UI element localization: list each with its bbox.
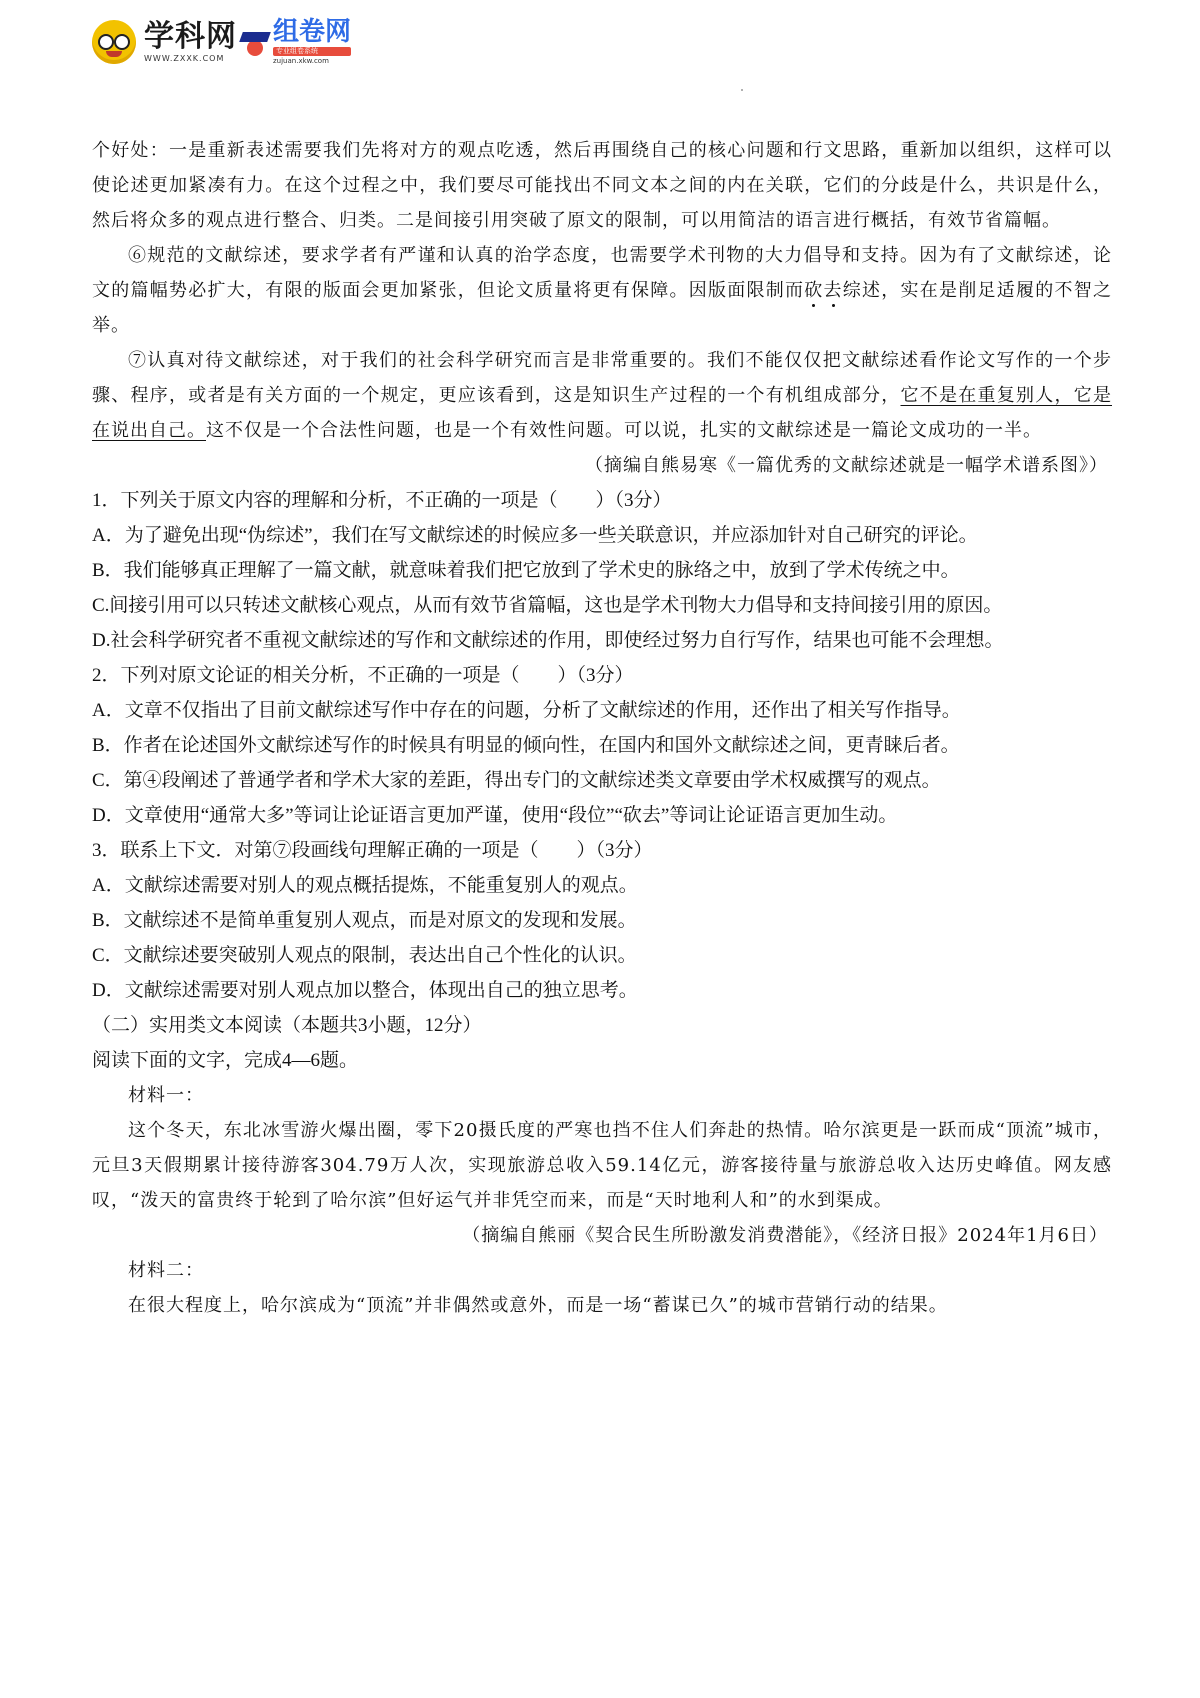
p7-text-b: 这不仅是一个合法性问题，也是一个有效性问题。可以说，扎实的文献综述是一篇论文成功的一半。 (206, 420, 1042, 441)
passage-paragraph-6 (92, 238, 1112, 343)
option-d: D.社会科学研究者不重视文献综述的写作和文献综述的作用，即使经过努力自行写作，结果也可能不会理想。 (92, 630, 1004, 651)
option-d: D．文献综述需要对别人观点加以整合，体现出自己的独立思考。 (92, 980, 638, 1001)
question-1 (92, 483, 1112, 658)
logo-url-2: zujuan.xkw.com (273, 57, 329, 65)
passage-paragraph-continued: 个好处：一是重新表述需要我们先将对方的观点吃透，然后再围绕自己的核心问题和行文思路，重新加以组织，这样可以使论述更加紧凑有力。在这个过程之中，我们要尽可能找出不同文本之间的内在关联，它们的分歧是什么，共识是什么，然后将众多的观点进行整合、归类。二是间接引用突破了原文的限制，可以用简洁的语言进行概括，有效节省篇幅。 (92, 140, 1112, 231)
logo-text-zujuan (273, 19, 351, 65)
logo-brand-1: 学科网 (144, 18, 237, 54)
p6-text-b: 综述，实在是削足适履的不智之举。 (92, 280, 1112, 336)
p7-underlined-sentence: 它不是在重复别人，它是在说出自己。 (92, 385, 1112, 441)
mascot-face-icon (92, 20, 136, 64)
option-b: B．作者在论述国外文献综述写作的时候具有明显的倾向性，在国内和国外文献综述之间，更青睐后者。 (92, 735, 960, 756)
logo-badge: 专业组卷系统 (273, 47, 351, 56)
p6-text-a: ⑥规范的文献综述，要求学者有严谨和认真的治学态度，也需要学术刊物的大力倡导和支持。因为有了文献综述，论文的篇幅势必扩大，有限的版面会更加紧张，但论文质量将更有保障。因版面限制而 (92, 245, 1112, 301)
scan-speck (741, 89, 743, 91)
p6-emphasis-1: 砍 (804, 280, 824, 301)
option-a: A．文献综述需要对别人的观点概括提炼，不能重复别人的观点。 (92, 875, 638, 896)
logo-url-1: WWW.ZXXK.COM (144, 53, 225, 63)
option-c: C．第④段阐述了普通学者和学术大家的差距，得出专门的文献综述类文章要由学术权威撰写的观点。 (92, 770, 941, 791)
section-2-instruction: 阅读下面的文字，完成4—6题。 (92, 1050, 359, 1071)
option-b: B．我们能够真正理解了一篇文献，就意味着我们把它放到了学术史的脉络之中，放到了学术传统之中。 (92, 560, 960, 581)
passage-source: （摘编自熊易寒《一篇优秀的文献综述就是一幅学术谱系图》） (585, 455, 1108, 476)
question-stem: 3．联系上下文．对第⑦段画线句理解正确的一项是（ ）（3分） (92, 840, 653, 861)
option-b: B．文献综述不是简单重复别人观点，而是对原文的发现和发展。 (92, 910, 637, 931)
option-a: A．文章不仅指出了目前文献综述写作中存在的问题，分析了文献综述的作用，还作出了相关写作指导。 (92, 700, 961, 721)
material-1-text: 这个冬天，东北冰雪游火爆出圈，零下20摄氏度的严寒也挡不住人们奔赴的热情。哈尔滨更是一跃而成“顶流”城市，元旦3天假期累计接待游客304.79万人次，实现旅游总收入59.14亿元，游客接待量与旅游总收入达历史峰值。网友感叹，“泼天的富贵终于轮到了哈尔滨”但好运气并非凭空而来，而是“天时地利人和”的水到渠成。 (92, 1120, 1112, 1211)
question-stem: 2．下列对原文论证的相关分析，不正确的一项是（ ）（3分） (92, 665, 634, 686)
graduation-cap-icon (241, 28, 269, 56)
option-c: C.间接引用可以只转述文献核心观点，从而有效节省篇幅，这也是学术刊物大力倡导和支持间接引用的原因。 (92, 595, 1003, 616)
site-logo (92, 16, 351, 68)
question-stem: 1．下列关于原文内容的理解和分析，不正确的一项是（ ）（3分） (92, 490, 672, 511)
option-d: D．文章使用“通常大多”等词让论证语言更加严谨，使用“段位”“砍去”等词让论证语言更加生动。 (92, 805, 898, 826)
passage-paragraph-7 (92, 343, 1112, 448)
p6-emphasis-2: 去 (823, 280, 843, 301)
logo-text-zxxk (144, 18, 237, 63)
option-c: C．文献综述要突破别人观点的限制，表达出自己个性化的认识。 (92, 945, 637, 966)
question-3 (92, 833, 1112, 1008)
material-2-text: 在很大程度上，哈尔滨成为“顶流”并非偶然或意外，而是一场“蓄谋已久”的城市营销行动的结果。 (128, 1295, 948, 1316)
p7-text-a: ⑦认真对待文献综述，对于我们的社会科学研究而言是非常重要的。我们不能仅仅把文献综述看作论文写作的一个步骤、程序，或者是有关方面的一个规定，更应该看到，这是知识生产过程的一个有机组成部分， (92, 350, 1112, 406)
question-2 (92, 658, 1112, 833)
page-content (92, 133, 1112, 1323)
section-2-title: （二）实用类文本阅读（本题共3小题，12分） (92, 1015, 482, 1036)
logo-brand-2: 组卷网 (273, 17, 352, 47)
material-1-label: 材料一： (128, 1085, 204, 1106)
material-2-label: 材料二： (128, 1260, 204, 1281)
option-a: A．为了避免出现“伪综述”，我们在写文献综述的时候应多一些关联意识，并应添加针对自己研究的评论。 (92, 525, 978, 546)
material-1-source: （摘编自熊丽《契合民生所盼激发消费潜能》，《经济日报》2024年1月6日） (462, 1225, 1108, 1246)
